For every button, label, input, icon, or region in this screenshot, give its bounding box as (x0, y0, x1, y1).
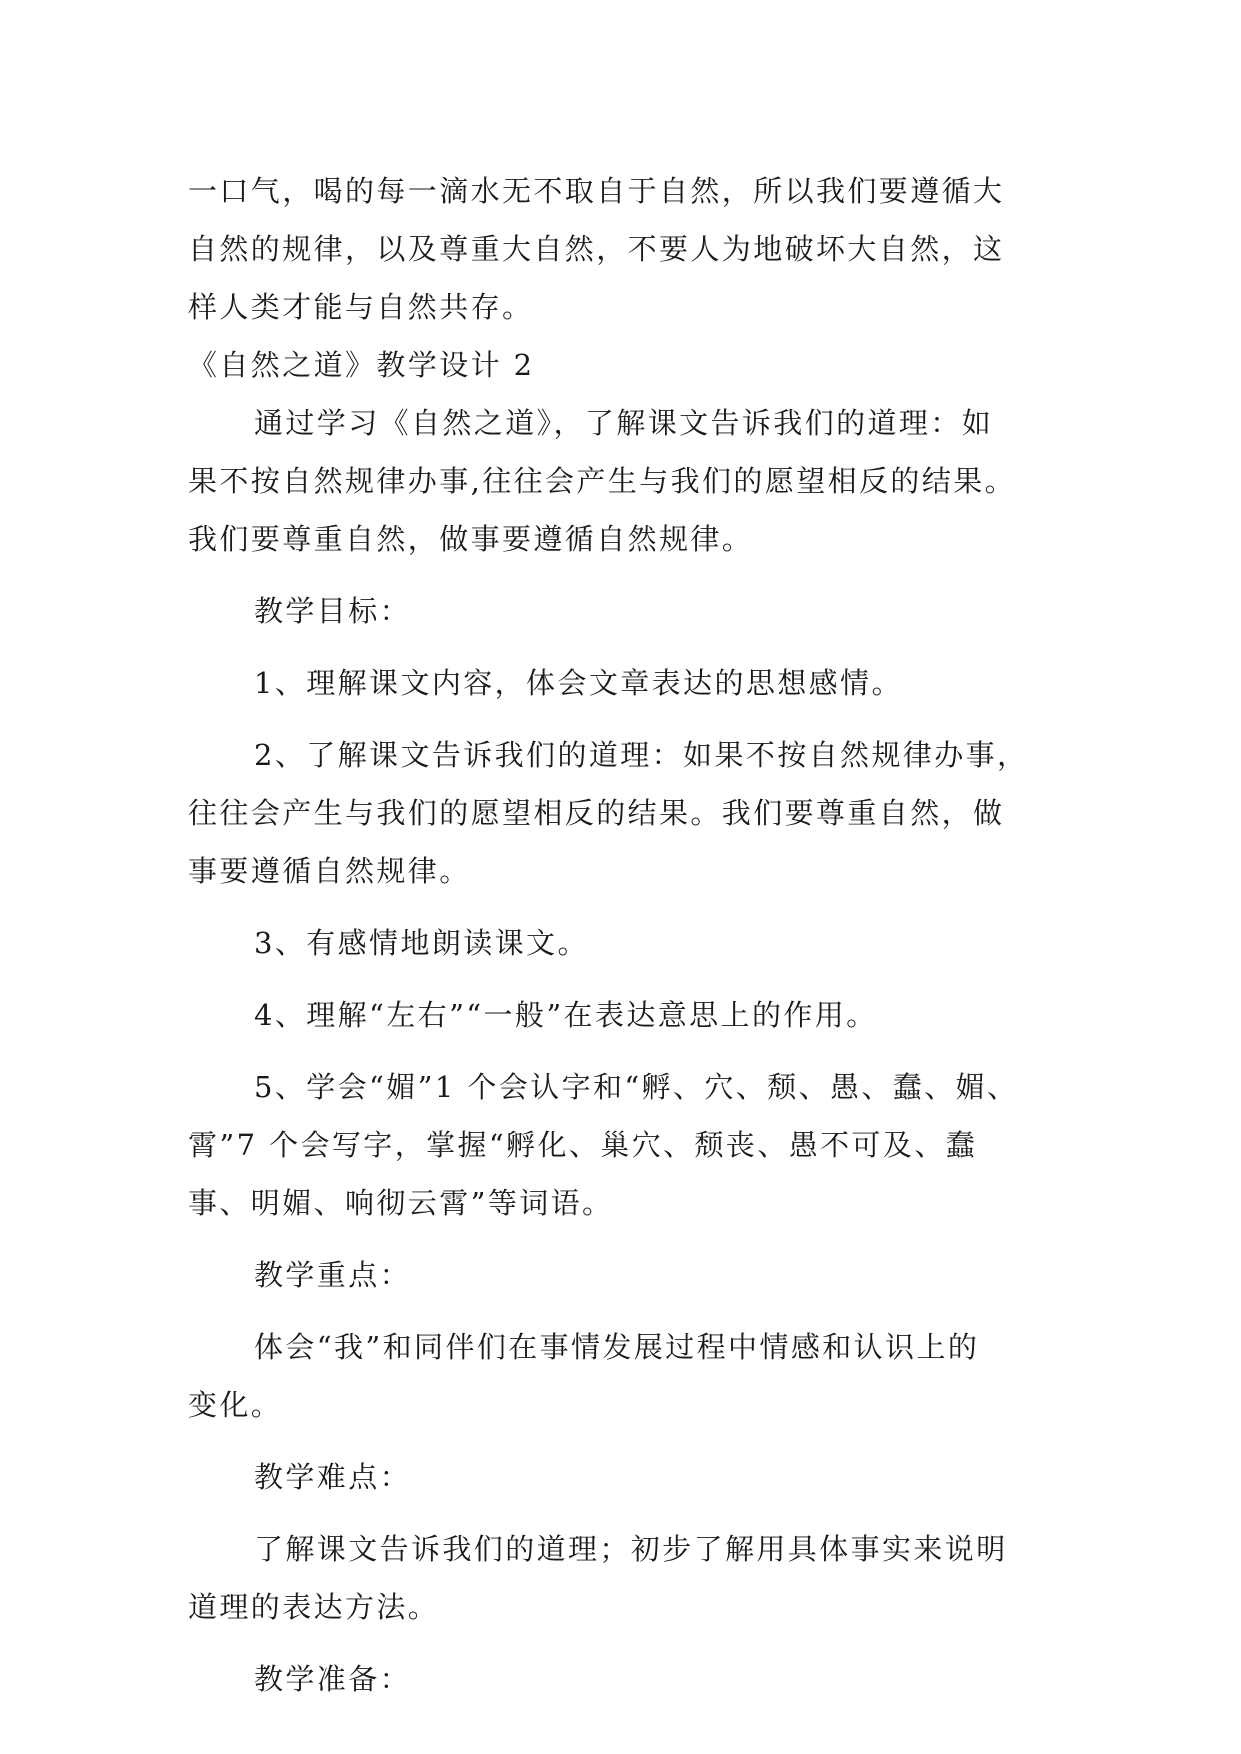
intro-line: 自然的规律，以及尊重大自然，不要人为地破坏大自然，这 (188, 232, 1005, 266)
paragraph-line: 往往会产生与我们的愿望相反的结果。我们要尊重自然，做 (188, 796, 1005, 830)
key-points-text (188, 1318, 1058, 1434)
paragraph-line: 通过学习《自然之道》，了解课文告诉我们的道理：如 (254, 406, 994, 440)
heading-key-points (188, 1246, 1058, 1304)
objective-item-5 (188, 1058, 1058, 1232)
paragraph-summary (188, 394, 1058, 568)
paragraph-line: 事、明媚、响彻云霄”等词语。 (188, 1186, 614, 1220)
intro-line: 样人类才能与自然共存。 (188, 290, 534, 324)
paragraph-line: 教学重点： (254, 1258, 412, 1292)
paragraph-line: 5、学会“媚”1 个会认字和“孵、穴、颓、愚、蠢、媚、 (254, 1070, 1019, 1104)
objective-item-4 (188, 986, 1058, 1044)
paragraph-line: 果不按自然规律办事,往往会产生与我们的愿望相反的结果。 (188, 464, 1017, 498)
difficulties-text (188, 1520, 1058, 1636)
paragraph-line: 体会“我”和同伴们在事情发展过程中情感和认识上的 (254, 1330, 980, 1364)
heading-difficulties (188, 1448, 1058, 1506)
intro-paragraph (188, 162, 1058, 336)
paragraph-line: 教学难点： (254, 1460, 412, 1494)
heading-objectives (188, 582, 1058, 640)
paragraph-line: 道理的表达方法。 (188, 1590, 440, 1624)
document-page (188, 162, 1058, 1708)
objective-item-1 (188, 654, 1058, 712)
paragraph-line: 1、理解课文内容，体会文章表达的思想感情。 (254, 666, 903, 700)
paragraph-line: 教学准备： (254, 1662, 412, 1696)
paragraph-line: 教学目标： (254, 594, 412, 628)
objective-item-3 (188, 914, 1058, 972)
paragraph-line: 3、有感情地朗读课文。 (254, 926, 589, 960)
paragraph-line: 了解课文告诉我们的道理；初步了解用具体事实来说明 (254, 1532, 1008, 1566)
paragraph-line: 事要遵循自然规律。 (188, 854, 471, 888)
paragraph-line: 2、了解课文告诉我们的道理：如果不按自然规律办事， (254, 738, 1029, 772)
paragraph-line: 霄”7 个会写字，掌握“孵化、巢穴、颓丧、愚不可及、蠢 (188, 1128, 978, 1162)
paragraph-line: 变化。 (188, 1388, 283, 1422)
section-title: 《自然之道》教学设计 2 (188, 348, 535, 382)
paragraph-line: 我们要尊重自然，做事要遵循自然规律。 (188, 522, 754, 556)
paragraph-line: 4、理解“左右”“一般”在表达意思上的作用。 (254, 998, 878, 1032)
heading-preparation (188, 1650, 1058, 1708)
intro-line: 一口气，喝的每一滴水无不取自于自然，所以我们要遵循大 (188, 174, 1005, 208)
objective-item-2 (188, 726, 1058, 900)
